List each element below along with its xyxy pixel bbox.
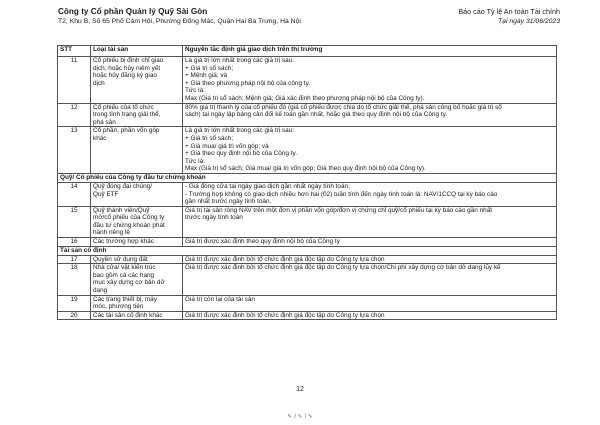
valuation-rule-line: trước ngày tính toán bbox=[185, 214, 243, 222]
section-row bbox=[58, 173, 557, 182]
row-number: 12 bbox=[58, 103, 91, 127]
valuation-rule-line: gần nhất trước ngày tính toán. bbox=[185, 198, 272, 206]
row-number: 18 bbox=[58, 264, 91, 295]
asset-type-line: dịch bbox=[93, 79, 105, 87]
asset-type-line: bao gồm cả các hạng bbox=[93, 271, 155, 279]
asset-type-line: Quỹ thành viên/Quỹ bbox=[93, 206, 150, 214]
asset-type-cell bbox=[91, 103, 183, 127]
valuation-rule-line: - Giá đóng cửa tại ngày giao dịch gần nhất ngày tính toán; bbox=[185, 182, 350, 190]
asset-type-line: đầu tư chứng khoán phát bbox=[93, 221, 165, 229]
section-title: Tài sản cố định bbox=[58, 246, 557, 255]
asset-type-line: dịch, hoặc hủy niêm yết bbox=[93, 64, 161, 72]
asset-type-cell bbox=[91, 238, 183, 247]
row-number: 19 bbox=[58, 295, 91, 311]
asset-type-cell bbox=[91, 311, 183, 320]
company-address: T2, Khu B, Số 65 Phố Cảm Hội, Phường Đống Mác, Quận Hai Bà Trưng, Hà Nội bbox=[58, 18, 301, 25]
asset-type-cell bbox=[91, 206, 183, 237]
table-header-row bbox=[58, 46, 557, 57]
asset-type-cell bbox=[91, 295, 183, 311]
table-row bbox=[58, 255, 557, 264]
row-number: 13 bbox=[58, 127, 91, 174]
valuation-rule-line: Max (Giá trị sổ sách; Mệnh giá; Giá xác định theo phương pháp nội bộ của Công ty). bbox=[185, 94, 425, 102]
row-number: 17 bbox=[58, 255, 91, 264]
asset-type-line: Quyền sử dụng đất bbox=[93, 255, 148, 263]
asset-type-line: Cổ phần, phần vốn góp bbox=[93, 127, 160, 135]
column-header-stt: STT bbox=[58, 46, 91, 57]
row-number: 14 bbox=[58, 182, 91, 206]
table-row bbox=[58, 295, 557, 311]
asset-type-line: mở/cổ phiếu của Công ty bbox=[93, 214, 165, 222]
table-row bbox=[58, 206, 557, 237]
valuation-rule-line: - Trường hợp không có giao dịch nhiều hơn hai (02) tuần tính đến ngày tính toán là: NAV/1CCQ tại kỳ báo cáo bbox=[185, 190, 498, 198]
valuation-rule-line: + Giá trị sổ sách; bbox=[185, 64, 234, 72]
valuation-rule-line: Là giá trị lớn nhất trong các giá trị sau: bbox=[185, 127, 294, 135]
valuation-rule-line: Giá trị được xác định bởi tổ chức định giá độc lập do Công ty lựa chọn/Chi phí xây dựng cơ bản dở dang lũy kế bbox=[185, 264, 501, 272]
asset-type-cell bbox=[91, 182, 183, 206]
asset-type-cell bbox=[91, 127, 183, 174]
page-number: 12 bbox=[296, 386, 304, 393]
valuation-rule-line: Giá trị được xác định theo quy định nội bộ của Công ty bbox=[185, 238, 340, 246]
asset-type-line: hoặc hủy đăng ký giao bbox=[93, 72, 157, 80]
section-title: Quỹ/ Cổ phiếu của Công ty đầu tư chứng khoán bbox=[58, 173, 557, 182]
valuation-table bbox=[57, 45, 557, 320]
valuation-rule-line: + Mệnh giá; và bbox=[185, 72, 228, 80]
asset-type-line: hành riêng lẻ bbox=[93, 229, 130, 237]
row-number: 20 bbox=[58, 311, 91, 320]
table-row bbox=[58, 103, 557, 127]
valuation-rule-cell bbox=[183, 127, 557, 174]
asset-type-line: phá sản bbox=[93, 118, 116, 126]
valuation-rule-cell bbox=[183, 182, 557, 206]
column-header-valuation-rule: Nguyên tắc định giá giao dịch trên thị trường bbox=[183, 46, 557, 57]
valuation-rule-line: + Giá theo quy định nội bộ của Công ty. bbox=[185, 150, 297, 158]
table-row bbox=[58, 57, 557, 104]
valuation-rule-cell bbox=[183, 264, 557, 295]
valuation-rule-line: sách) tại ngày lập bảng cân đối kế toán gần nhất, hoặc giá theo quy định nội bộ của Công ty. bbox=[185, 111, 448, 119]
valuation-rule-cell bbox=[183, 295, 557, 311]
table-row bbox=[58, 311, 557, 320]
valuation-rule-line: + Giá mua/ giá trị vốn góp; và bbox=[185, 142, 269, 150]
valuation-rule-line: Giá trị còn lại của tài sản bbox=[185, 295, 255, 303]
valuation-rule-cell bbox=[183, 238, 557, 247]
valuation-rule-cell bbox=[183, 255, 557, 264]
valuation-rule-line: Giá trị tài sản ròng NAV trên một đơn vị phần vốn góp/đơn vị chứng chỉ quỹ/cổ phiếu tại kỳ báo cáo gần nhất bbox=[185, 206, 493, 214]
asset-type-line: Các trang thiết bị, máy bbox=[93, 295, 157, 303]
valuation-rule-line: Tức là: bbox=[185, 157, 205, 165]
asset-type-line: khác bbox=[93, 134, 107, 142]
asset-type-line: mục xây dựng cơ bản dở bbox=[93, 279, 165, 287]
valuation-rule-cell bbox=[183, 311, 557, 320]
asset-type-cell bbox=[91, 255, 183, 264]
document-header-right bbox=[360, 6, 560, 27]
asset-type-line: Quỹ ETF bbox=[93, 190, 119, 198]
row-number: 16 bbox=[58, 238, 91, 247]
asset-type-line: Cổ phiếu của tổ chức bbox=[93, 103, 154, 111]
row-number: 15 bbox=[58, 206, 91, 237]
table-row bbox=[58, 182, 557, 206]
valuation-rule-line: 80% giá trị thanh lý của cổ phiếu đó (giá cổ phiếu được chia do tổ chức giải thể, phá sản công bố hoặc giá trị sổ bbox=[185, 103, 502, 111]
table-row bbox=[58, 264, 557, 295]
table-body bbox=[58, 57, 557, 320]
asset-type-line: trong tình trạng giải thể, bbox=[93, 111, 161, 119]
asset-type-line: Cổ phiếu bị đình chỉ giao bbox=[93, 57, 164, 64]
valuation-rule-cell bbox=[183, 206, 557, 237]
asset-type-cell bbox=[91, 57, 183, 104]
asset-type-cell bbox=[91, 264, 183, 295]
row-number: 11 bbox=[58, 57, 91, 104]
valuation-rule-cell bbox=[183, 103, 557, 127]
asset-type-line: Quỹ đóng đại chúng/ bbox=[93, 182, 152, 190]
handwritten-initials: ✎ ⌇ ✎ ⌇ ✎ bbox=[287, 414, 313, 420]
asset-type-line: Các trường hợp khác bbox=[93, 238, 154, 246]
report-date: Tại ngày 31/06/2023 bbox=[498, 18, 560, 25]
valuation-rule-line: Tức là: bbox=[185, 87, 205, 95]
valuation-rule-cell bbox=[183, 57, 557, 104]
valuation-rule-line: + Giá theo phương pháp nội bộ của công ty. bbox=[185, 79, 311, 87]
document-header-left bbox=[58, 6, 398, 27]
section-row bbox=[58, 246, 557, 255]
report-title: Báo cáo Tỷ lệ An toàn Tài chính bbox=[458, 7, 560, 16]
asset-type-line: Nhà cửa/ vật kiến trúc bbox=[93, 264, 156, 272]
column-header-asset-type: Loại tài sản bbox=[91, 46, 183, 57]
table-row bbox=[58, 238, 557, 247]
company-name: Công ty Cổ phần Quản lý Quỹ Sài Gòn bbox=[58, 7, 208, 16]
valuation-rule-line: Giá trị được xác định bởi tổ chức định giá độc lập do Công ty lựa chọn bbox=[185, 311, 385, 319]
valuation-rule-line: + Giá trị sổ sách; bbox=[185, 134, 234, 142]
asset-type-line: móc, phương tiện bbox=[93, 303, 144, 311]
table-row bbox=[58, 127, 557, 174]
asset-type-line: Các tài sản cố định khác bbox=[93, 311, 163, 319]
asset-type-line: dang bbox=[93, 287, 108, 295]
valuation-rule-line: Là giá trị lớn nhất trong các giá trị sau: bbox=[185, 57, 294, 64]
valuation-rule-line: Max (Giá trị sổ sách; Giá mua/ giá trị vốn góp; Giá theo quy định nội bộ của Công ty). bbox=[185, 165, 426, 173]
valuation-rule-line: Giá trị được xác định bởi tổ chức định giá độc lập do Công ty lựa chọn bbox=[185, 255, 385, 263]
